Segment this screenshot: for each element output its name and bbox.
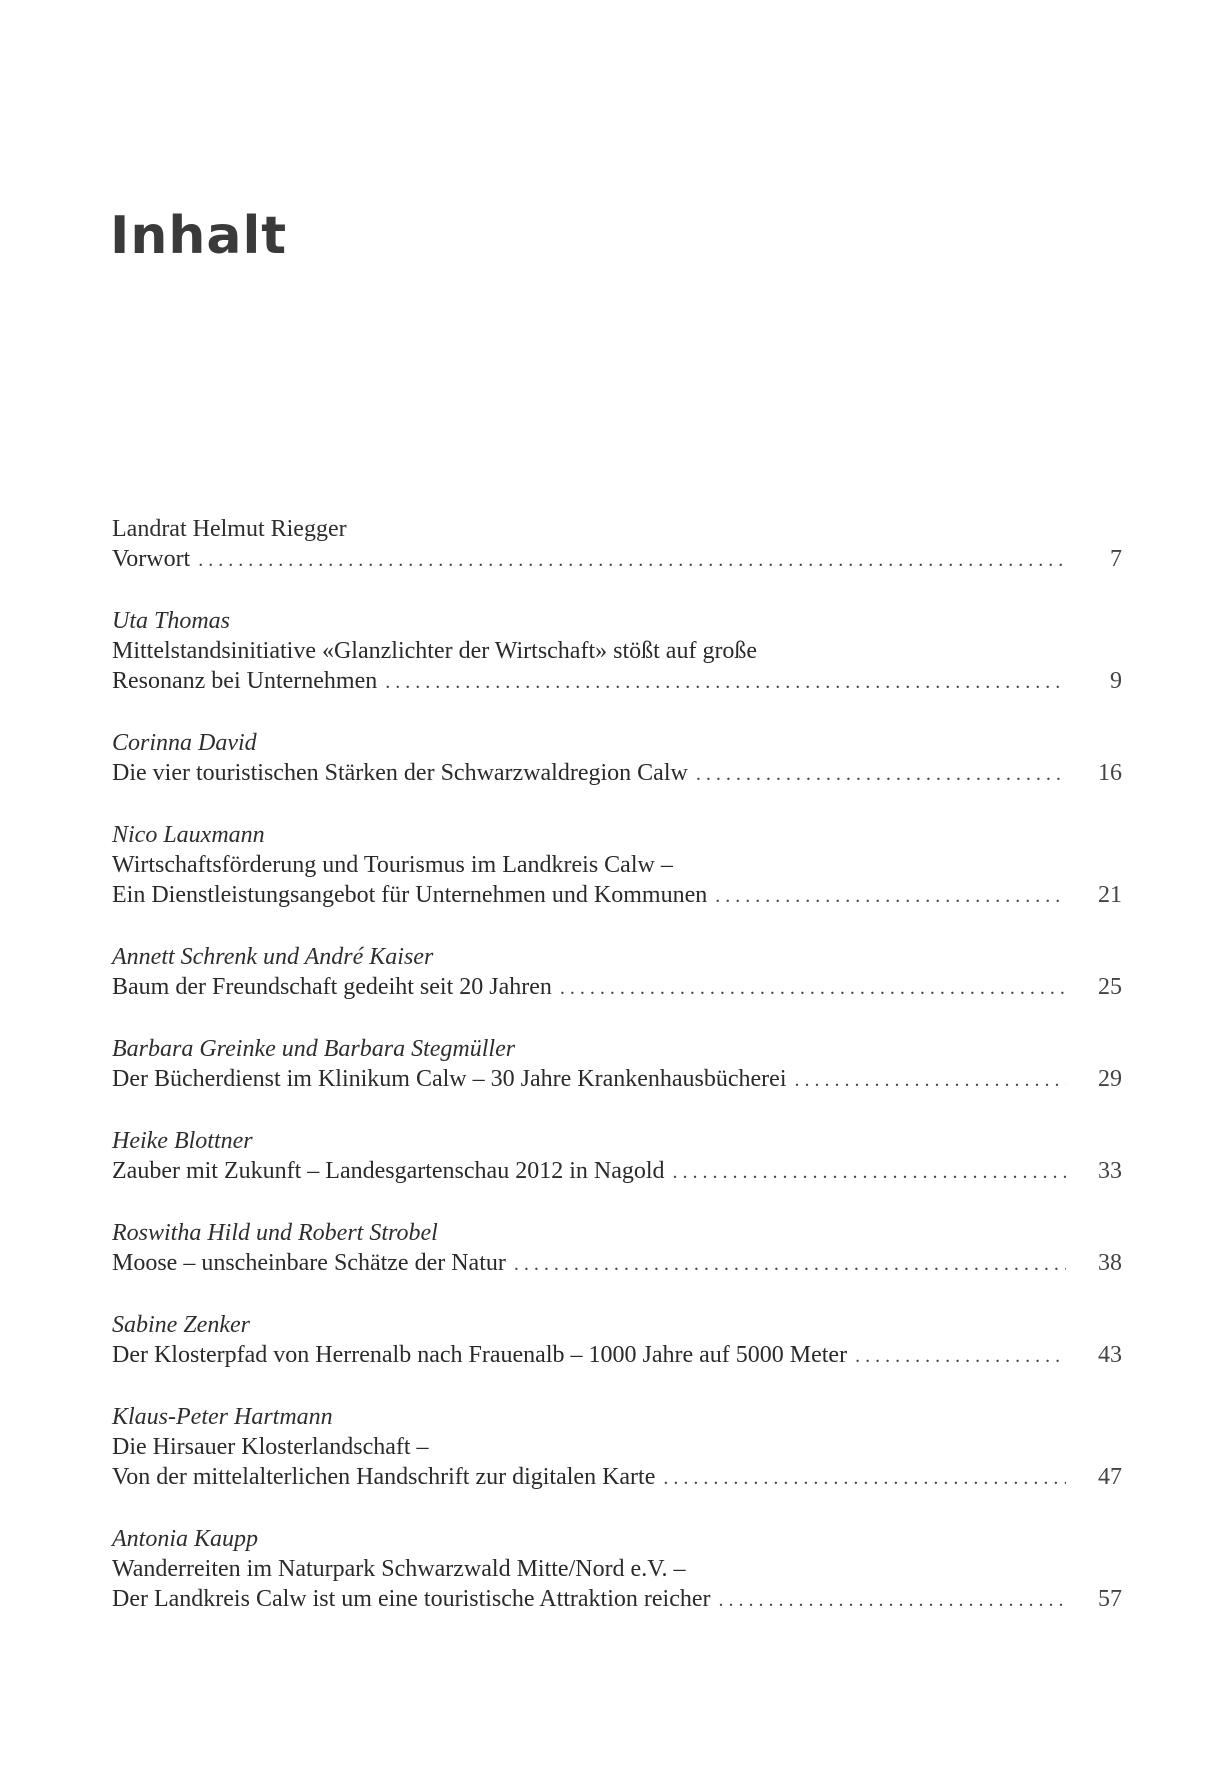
toc-leader-dots — [385, 667, 1066, 697]
toc-title-line: Von der mittelalterlichen Handschrift zur digitalen Karte — [112, 1464, 656, 1490]
toc-author: Roswitha Hild und Robert Strobel — [112, 1220, 438, 1246]
toc-author: Uta Thomas — [112, 608, 231, 634]
toc-page-number: 38 — [1098, 1250, 1122, 1276]
toc-author: Heike Blottner — [112, 1128, 253, 1154]
toc-page-number: 43 — [1098, 1342, 1122, 1368]
toc-author: Annett Schrenk und André Kaiser — [112, 944, 434, 970]
toc-entry — [112, 1402, 1122, 1492]
toc-page-number: 16 — [1098, 760, 1122, 786]
toc-entry — [112, 606, 1122, 696]
toc-page-number: 57 — [1098, 1586, 1122, 1612]
toc-title-line: Die Hirsauer Klosterlandschaft – — [112, 1434, 429, 1460]
toc-author: Klaus-Peter Hartmann — [112, 1404, 333, 1430]
toc-title-line: Mittelstandsinitiative «Glanzlichter der Wirtschaft» stößt auf große — [112, 638, 758, 664]
toc-title-line: Der Landkreis Calw ist um eine touristische Attraktion reicher — [112, 1586, 711, 1612]
toc-page-number: 9 — [1110, 668, 1122, 694]
toc-page-number: 25 — [1098, 974, 1122, 1000]
toc-leader-dots — [514, 1249, 1066, 1279]
toc-page-number: 7 — [1110, 546, 1122, 572]
toc-entry — [112, 942, 1122, 1002]
toc-author: Landrat Helmut Riegger — [112, 516, 347, 542]
toc-entry — [112, 1310, 1122, 1370]
toc-title-line: Moose – unscheinbare Schätze der Natur — [112, 1250, 506, 1276]
toc-entry — [112, 1524, 1122, 1614]
toc-title-line: Zauber mit Zukunft – Landesgartenschau 2012 in Nagold — [112, 1158, 665, 1184]
toc-entry — [112, 1034, 1122, 1094]
toc-leader-dots — [696, 759, 1066, 789]
toc-title-line: Vorwort — [112, 546, 191, 572]
toc-leader-dots — [673, 1157, 1066, 1187]
toc-title-line: Ein Dienstleistungsangebot für Unternehmen und Kommunen — [112, 882, 708, 908]
toc-leader-dots — [198, 545, 1066, 575]
toc-leader-dots — [855, 1341, 1066, 1371]
toc-title-line: Baum der Freundschaft gedeiht seit 20 Jahren — [112, 974, 552, 1000]
page-title: Inhalt — [110, 206, 288, 266]
toc-page-number: 33 — [1098, 1158, 1122, 1184]
toc-title-line: Der Bücherdienst im Klinikum Calw – 30 Jahre Krankenhausbücherei — [112, 1066, 787, 1092]
toc-leader-dots — [663, 1463, 1066, 1493]
toc-page-number: 21 — [1098, 882, 1122, 908]
toc-leader-dots — [719, 1585, 1067, 1615]
toc-title-line: Resonanz bei Unternehmen — [112, 668, 378, 694]
toc-entry — [112, 1126, 1122, 1186]
toc-author: Antonia Kaupp — [112, 1526, 259, 1552]
toc-leader-dots — [715, 881, 1066, 911]
toc-leader-dots — [560, 973, 1066, 1003]
toc-author: Corinna David — [112, 730, 257, 756]
toc-entry — [112, 728, 1122, 788]
toc-title-line: Die vier touristischen Stärken der Schwarzwaldregion Calw — [112, 760, 688, 786]
toc-entry — [112, 820, 1122, 910]
toc-title-line: Wanderreiten im Naturpark Schwarzwald Mitte/Nord e.V. – — [112, 1556, 686, 1582]
toc-title-line: Der Klosterpfad von Herrenalb nach Frauenalb – 1000 Jahre auf 5000 Meter — [112, 1342, 848, 1368]
table-of-contents — [112, 514, 1122, 1646]
toc-author: Sabine Zenker — [112, 1312, 250, 1338]
toc-page-number: 47 — [1098, 1464, 1122, 1490]
toc-leader-dots — [794, 1065, 1066, 1095]
toc-page-number: 29 — [1098, 1066, 1122, 1092]
toc-title-line: Wirtschaftsförderung und Tourismus im Landkreis Calw – — [112, 852, 673, 878]
toc-author: Barbara Greinke und Barbara Stegmüller — [112, 1036, 516, 1062]
toc-author: Nico Lauxmann — [112, 822, 265, 848]
toc-entry — [112, 1218, 1122, 1278]
toc-entry — [112, 514, 1122, 574]
